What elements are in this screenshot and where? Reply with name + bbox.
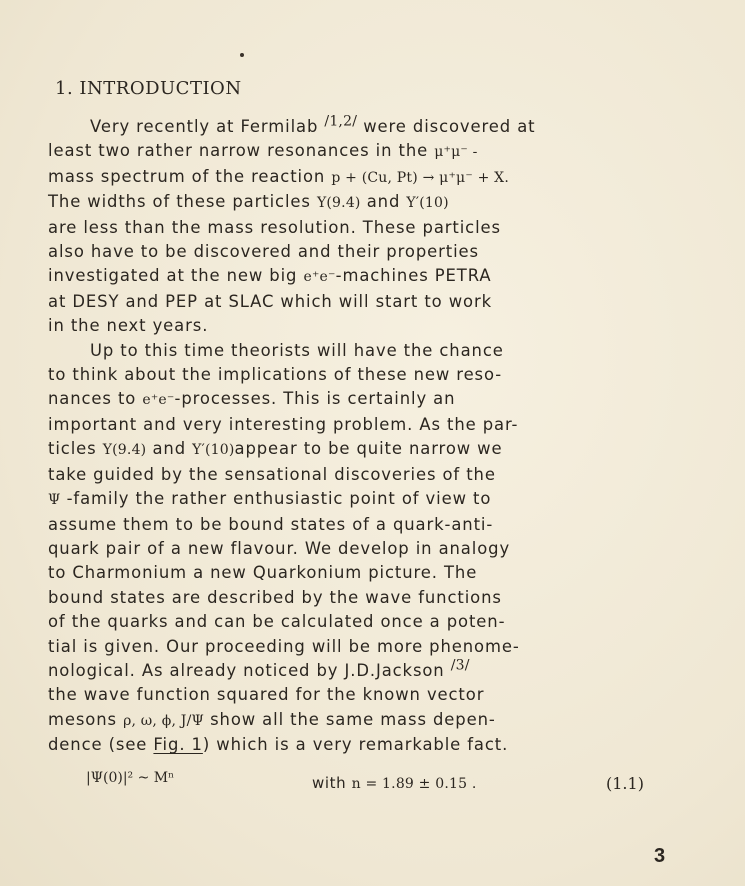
text-line: mesons ρ, ω, ϕ, J/Ψ show all the same mass depen- <box>48 709 496 729</box>
text-line: in the next years. <box>48 316 209 336</box>
citation-ref: /1,2/ <box>324 113 358 130</box>
equation-number: (1.1) <box>606 774 644 793</box>
equation-1-1 <box>86 770 646 800</box>
text-line: nances to e⁺e⁻-processes. This is certainly an <box>48 389 456 409</box>
text-line: investigated at the new big e⁺e⁻-machines PETRA <box>48 266 492 286</box>
body-text <box>48 115 688 758</box>
ink-dot <box>240 53 244 57</box>
inline-math: Υ′(10) <box>406 195 449 212</box>
inline-math: ρ, ω, ϕ, J/Ψ <box>123 712 204 729</box>
citation-ref: /3/ <box>450 657 470 674</box>
figure-reference-link[interactable]: Fig. 1 <box>153 735 203 755</box>
equation-condition: with n = 1.89 ± 0.15 . <box>312 774 477 792</box>
inline-math: e⁺e⁻ <box>303 269 336 286</box>
text-line: take guided by the sensational discoveries of the <box>48 464 496 484</box>
text-line: bound states are described by the wave functions <box>48 587 502 607</box>
text-line: are less than the mass resolution. These particles <box>48 217 501 237</box>
inline-math: Ψ <box>48 492 61 509</box>
text-line: least two rather narrow resonances in the μ⁺μ⁻ - <box>48 141 478 161</box>
inline-math: Υ(9.4) <box>102 442 147 459</box>
equation-lhs: |Ψ(0)|² ~ Mⁿ <box>86 770 175 786</box>
text-line: of the quarks and can be calculated once a poten- <box>48 612 506 632</box>
page-number: 3 <box>654 845 666 867</box>
text-line: to Charmonium a new Quarkonium picture. The <box>48 563 478 583</box>
text-line: mass spectrum of the reaction p + (Cu, Pt) → μ⁺μ⁻ + X. <box>48 166 509 186</box>
text-line: The widths of these particles Υ(9.4) and Υ′(10) <box>48 192 449 212</box>
text-line: tial is given. Our proceeding will be more phenome- <box>48 636 520 656</box>
inline-math: e⁺e⁻ <box>142 392 175 409</box>
inline-math: μ⁺μ⁻ - <box>434 144 478 161</box>
text-line: dence (see Fig. 1) which is a very remarkable fact. <box>48 735 509 755</box>
section-heading: 1. INTRODUCTION <box>55 78 242 99</box>
text-line: ticles Υ(9.4) and Υ′(10)appear to be quite narrow we <box>48 439 503 459</box>
text-line: also have to be discovered and their properties <box>48 242 479 262</box>
text-line: Very recently at Fermilab $^{/1,2/}$ were discovered at <box>90 113 536 136</box>
text-line: quark pair of a new flavour. We develop in analogy <box>48 538 511 558</box>
inline-math: Υ(9.4) <box>316 195 361 212</box>
text-line: important and very interesting problem. As the par- <box>48 414 519 434</box>
text-line: the wave function squared for the known vector <box>48 685 485 705</box>
inline-math: Υ′(10) <box>192 442 235 459</box>
text-line: at DESY and PEP at SLAC which will start to work <box>48 291 492 311</box>
text-line: nological. As already noticed by J.D.Jackson $^{/3/}$ <box>48 657 470 680</box>
inline-math: p + (Cu, Pt) → μ⁺μ⁻ + X. <box>331 169 509 186</box>
text-line: Ψ -family the rather enthusiastic point of view to <box>48 489 492 509</box>
text-line: Up to this time theorists will have the chance <box>90 340 504 360</box>
text-line: assume them to be bound states of a quark-anti- <box>48 514 494 534</box>
text-line: to think about the implications of these new reso- <box>48 365 503 385</box>
